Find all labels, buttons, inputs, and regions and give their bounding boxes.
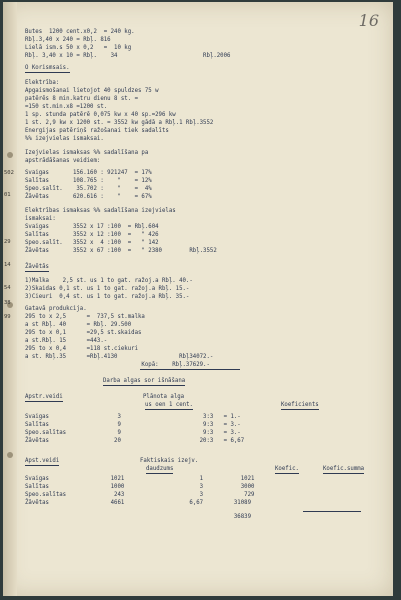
text-line: Žāvētas 4661 6,67 31089 bbox=[25, 500, 251, 506]
text-line: Speo.salītas 243 3 729 bbox=[25, 492, 255, 498]
edge-number: 14 bbox=[4, 262, 11, 268]
edge-number: 01 bbox=[4, 192, 11, 198]
text-line: Kopā: Rbļ.37629.- bbox=[25, 362, 210, 368]
page-number-mark: 16 bbox=[358, 11, 379, 30]
edge-number: 54 bbox=[4, 285, 11, 291]
edge-number: 99 bbox=[4, 314, 11, 320]
text-line: a st. Rbļ.35 =Rbļ.4130 Rbļ34072.- bbox=[25, 354, 214, 360]
text-line: O Korismsais. bbox=[25, 65, 70, 71]
sum-rule bbox=[140, 369, 240, 370]
text-line: Energijas patēriņš ražošanai tiek sadalīts bbox=[25, 128, 169, 134]
text-line: daudzums bbox=[146, 466, 174, 472]
text-line: Darba algas sor išnāšana bbox=[103, 378, 186, 384]
text-line: Elektrības ismaksas %% sadalīšana izejvielas bbox=[25, 208, 176, 214]
text-line: Svaigas 156.160 : 921247 = 17% bbox=[25, 170, 152, 176]
text-line: Butes 1200 cent.x0,2 = 240 kg. bbox=[25, 29, 135, 35]
edge-number: 29 bbox=[4, 239, 11, 245]
text-line: Žāvētas 620.616 : " = 67% bbox=[25, 194, 152, 200]
text-line: 1 st. 2,9 kw x 1200 st. = 3552 kw gādā a Rbļ.1 Rbļ.3552 bbox=[25, 120, 214, 126]
text-line: 295 to x 0,4 =118 st.ciekuri bbox=[25, 346, 138, 352]
text-line: Izejvielas ismaksas %% sadalīšana pa bbox=[25, 150, 149, 156]
text-line: 295 to x 2,5 = 737,5 st.malka bbox=[25, 314, 145, 320]
text-line: 1)Malka 2,5 st. us 1 to gat. ražoj.a Rbļ. 40.- bbox=[25, 278, 193, 284]
text-line: Salītas 9 9:3 = 3.- bbox=[25, 422, 241, 428]
text-line: Faktiskais izejv. bbox=[140, 458, 199, 464]
binding-hole bbox=[7, 152, 13, 158]
text-line: 2)Skaidas 0,1 st. us 1 to gat. ražoj.a Rbļ. 15.- bbox=[25, 286, 190, 292]
text-line: 36839 bbox=[25, 514, 251, 520]
binding-strip bbox=[3, 2, 17, 596]
text-line: Apgaismošanai lietojot 40 spuldzes 75 w bbox=[25, 88, 159, 94]
text-line: a st.Rbļ. 15 =443.- bbox=[25, 338, 108, 344]
text-line: ismaksai: bbox=[25, 216, 56, 222]
text-line: Gatavā produkcija. bbox=[25, 306, 87, 312]
text-line: 1 sp. stunda patērē 0,075 kw x 40 sp.=296 kw bbox=[25, 112, 176, 118]
edge-number: 502 bbox=[4, 170, 14, 176]
text-line: Salītas 3552 x 12 :100 = " 426 bbox=[25, 232, 159, 238]
text-line: Rbļ. 3,40 x 10 = Rbļ. 34 Rbļ.2006 bbox=[25, 53, 231, 59]
text-line: =150 st.min.x8 =1200 st. bbox=[25, 104, 108, 110]
text-line: Apstr.veidi bbox=[25, 394, 63, 400]
text-line: Salītas 1000 3 3000 bbox=[25, 484, 255, 490]
text-line: Koeficients bbox=[281, 402, 319, 408]
text-line: Žāvētas 20 20:3 = 6,67 bbox=[25, 438, 245, 444]
text-line: 3)Cieuri 0,4 st. us 1 to gat. ražoj.a Rbļ. 35.- bbox=[25, 294, 190, 300]
text-line: Speo.salītas 9 9:3 = 3.- bbox=[25, 430, 241, 436]
text-line: Speo.salīt. 3552 x 4 :100 = " 142 bbox=[25, 240, 159, 246]
text-line: Plānota alga bbox=[143, 394, 185, 400]
text-line: Lielā ism.s 50 x 0,2 = 10 kg bbox=[25, 45, 132, 51]
text-line: Speo.salīt. 35.702 : " = 4% bbox=[25, 186, 152, 192]
binding-hole bbox=[7, 452, 13, 458]
text-line: Svaigas 3 3:3 = 1.- bbox=[25, 414, 241, 420]
text-line: Salītas 108.765 : " = 12% bbox=[25, 178, 152, 184]
text-line: 295 to x 0,1 =29,5 st.skaidas bbox=[25, 330, 142, 336]
text-line: Koefic. bbox=[275, 466, 299, 472]
text-line: apstrādāšanas veidiem: bbox=[25, 158, 101, 164]
text-line: Svaigas 3552 x 17 :100 = Rbļ.604 bbox=[25, 224, 159, 230]
text-line: Elektrība: bbox=[25, 80, 60, 86]
text-line: a st Rbļ. 40 = Rbļ. 29.500 bbox=[25, 322, 132, 328]
sum-rule bbox=[303, 511, 361, 512]
text-line: patērēs 8 min.katru dienu 8 st. = bbox=[25, 96, 138, 102]
text-line: Koefic.summa bbox=[323, 466, 365, 472]
edge-number: 38 bbox=[4, 300, 11, 306]
text-line: Žāvētās bbox=[25, 264, 49, 270]
document-page bbox=[3, 2, 393, 596]
text-line: Apst.veidi bbox=[25, 458, 60, 464]
text-line: Rbļ.3,40 x 240 = Rbļ. 816 bbox=[25, 37, 111, 43]
text-line: %% izejvielas ismaksai. bbox=[25, 136, 104, 142]
text-line: Svaigas 1021 1 1021 bbox=[25, 476, 255, 482]
text-line: us oen 1 cent. bbox=[145, 402, 193, 408]
text-line: Žāvētas 3552 x 67 :100 = " 2380 Rbļ.3552 bbox=[25, 248, 217, 254]
